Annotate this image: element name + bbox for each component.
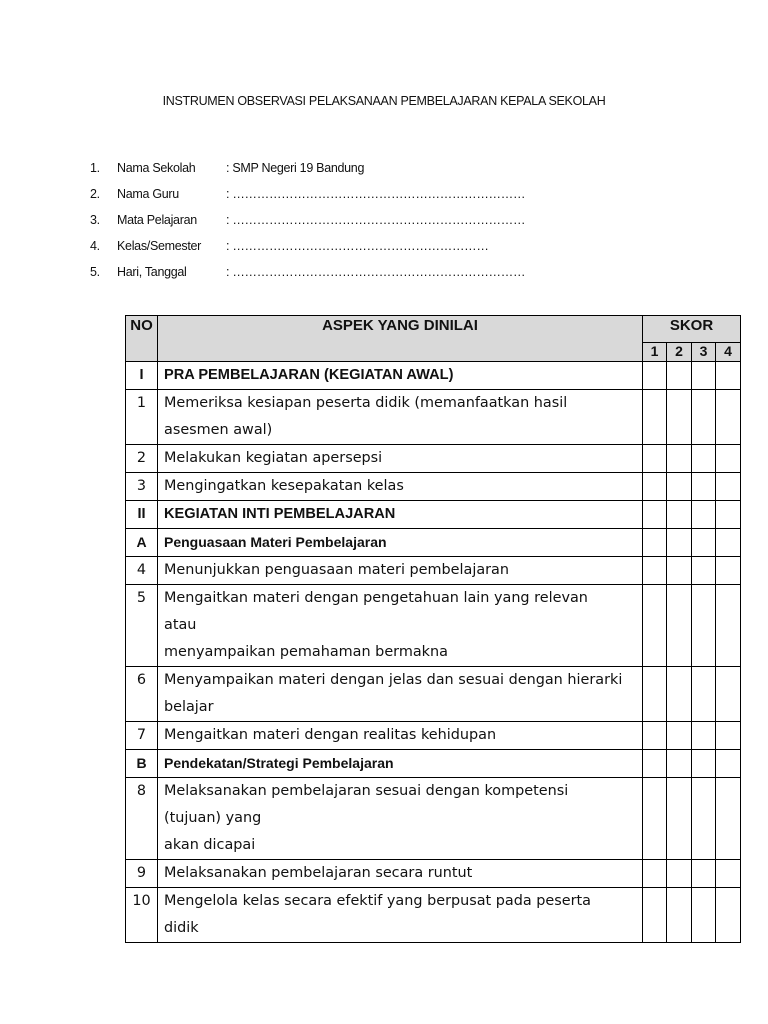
aspect-line: Melakukan kegiatan apersepsi xyxy=(164,450,383,466)
score-cell-1[interactable] xyxy=(643,362,667,390)
field-value: : ……………………………………………………… xyxy=(226,239,489,253)
field-value: : ……………………………………………………………… xyxy=(226,265,526,279)
table-row xyxy=(126,445,741,473)
item-number: 2. xyxy=(90,187,100,201)
score-cell-2[interactable] xyxy=(667,473,692,501)
aspect-line: asesmen awal) xyxy=(164,422,273,438)
item-number: 5. xyxy=(90,265,100,279)
row-number: B xyxy=(126,750,158,778)
row-number: A xyxy=(126,529,158,557)
aspect-line: (tujuan) yang xyxy=(164,810,262,826)
row-number: 9 xyxy=(126,860,158,888)
score-cell-2[interactable] xyxy=(667,501,692,529)
score-cell-2[interactable] xyxy=(667,722,692,750)
header-skor: SKOR xyxy=(643,316,741,343)
score-cell-3[interactable] xyxy=(692,362,716,390)
score-cell-1[interactable] xyxy=(643,778,667,860)
aspect-line: belajar xyxy=(164,699,214,715)
aspect-line: akan dicapai xyxy=(164,837,256,853)
aspect-line: didik xyxy=(164,920,199,936)
score-cell-1[interactable] xyxy=(643,722,667,750)
score-cell-3[interactable] xyxy=(692,390,716,445)
score-cell-1[interactable] xyxy=(643,445,667,473)
score-cell-4[interactable] xyxy=(716,501,741,529)
score-cell-4[interactable] xyxy=(716,778,741,860)
subsection-row xyxy=(126,529,741,557)
score-cell-2[interactable] xyxy=(667,445,692,473)
score-cell-4[interactable] xyxy=(716,585,741,667)
score-cell-1[interactable] xyxy=(643,667,667,722)
score-cell-4[interactable] xyxy=(716,390,741,445)
score-cell-4[interactable] xyxy=(716,722,741,750)
aspect-line: KEGIATAN INTI PEMBELAJARAN xyxy=(164,506,396,522)
row-number: 3 xyxy=(126,473,158,501)
score-cell-4[interactable] xyxy=(716,667,741,722)
row-number: 4 xyxy=(126,557,158,585)
aspect-text xyxy=(158,860,643,888)
row-number: II xyxy=(126,501,158,529)
aspect-text xyxy=(158,557,643,585)
item-number: 4. xyxy=(90,239,100,253)
row-number: I xyxy=(126,362,158,390)
aspect-text xyxy=(158,445,643,473)
score-cell-4[interactable] xyxy=(716,473,741,501)
score-cell-3[interactable] xyxy=(692,860,716,888)
field-value: : ……………………………………………………………… xyxy=(226,213,526,227)
field-label: Kelas/Semester xyxy=(117,239,202,253)
score-cell-4[interactable] xyxy=(716,888,741,943)
score-cell-1[interactable] xyxy=(643,585,667,667)
header-score-2: 2 xyxy=(667,343,692,362)
score-cell-2[interactable] xyxy=(667,750,692,778)
score-cell-1[interactable] xyxy=(643,390,667,445)
score-cell-1[interactable] xyxy=(643,860,667,888)
score-cell-4[interactable] xyxy=(716,362,741,390)
document-title: INSTRUMEN OBSERVASI PELAKSANAAN PEMBELAJARAN KEPALA SEKOLAH xyxy=(162,94,606,108)
table-row xyxy=(126,778,741,860)
aspect-line: Mengingatkan kesepakatan kelas xyxy=(164,478,404,494)
row-number: 8 xyxy=(126,778,158,860)
aspect-line: Melaksanakan pembelajaran sesuai dengan kompetensi xyxy=(164,783,569,799)
table-row xyxy=(126,888,741,943)
row-number: 10 xyxy=(126,888,158,943)
aspect-line: Menyampaikan materi dengan jelas dan sesuai dengan hierarki xyxy=(164,672,623,688)
score-cell-1[interactable] xyxy=(643,888,667,943)
score-cell-2[interactable] xyxy=(667,585,692,667)
row-number: 2 xyxy=(126,445,158,473)
score-cell-3[interactable] xyxy=(692,501,716,529)
aspect-text xyxy=(158,750,643,778)
score-cell-4[interactable] xyxy=(716,860,741,888)
aspect-line: Mengaitkan materi dengan pengetahuan lain yang relevan xyxy=(164,590,588,606)
score-cell-3[interactable] xyxy=(692,557,716,585)
score-cell-1[interactable] xyxy=(643,529,667,557)
item-number: 3. xyxy=(90,213,100,227)
field-label: Hari, Tanggal xyxy=(117,265,187,279)
header-no: NO xyxy=(126,316,158,362)
section-row xyxy=(126,362,741,390)
score-cell-4[interactable] xyxy=(716,750,741,778)
score-cell-3[interactable] xyxy=(692,888,716,943)
score-cell-3[interactable] xyxy=(692,473,716,501)
field-label: Nama Guru xyxy=(117,187,179,201)
row-number: 5 xyxy=(126,585,158,667)
score-cell-2[interactable] xyxy=(667,860,692,888)
table-row xyxy=(126,585,741,667)
score-cell-2[interactable] xyxy=(667,888,692,943)
subsection-row xyxy=(126,750,741,778)
score-cell-4[interactable] xyxy=(716,557,741,585)
field-value: : SMP Negeri 19 Bandung xyxy=(226,161,365,175)
aspect-line: Pendekatan/Strategi Pembelajaran xyxy=(164,755,394,771)
table-row xyxy=(126,473,741,501)
field-label: Mata Pelajaran xyxy=(117,213,197,227)
aspect-line: Menunjukkan penguasaan materi pembelajaran xyxy=(164,562,509,578)
table-row xyxy=(126,722,741,750)
aspect-line: Melaksanakan pembelajaran secara runtut xyxy=(164,865,473,881)
aspect-line: Penguasaan Materi Pembelajaran xyxy=(164,534,387,550)
aspect-line: atau xyxy=(164,617,197,633)
score-cell-2[interactable] xyxy=(667,529,692,557)
table-row xyxy=(126,390,741,445)
aspect-text xyxy=(158,667,643,722)
aspect-text xyxy=(158,529,643,557)
header-score-3: 3 xyxy=(692,343,716,362)
section-row xyxy=(126,501,741,529)
score-cell-1[interactable] xyxy=(643,750,667,778)
aspect-text xyxy=(158,778,643,860)
score-cell-3[interactable] xyxy=(692,778,716,860)
aspect-text xyxy=(158,473,643,501)
aspect-text xyxy=(158,390,643,445)
score-cell-3[interactable] xyxy=(692,529,716,557)
aspect-text xyxy=(158,501,643,529)
table-row xyxy=(126,667,741,722)
item-number: 1. xyxy=(90,161,100,175)
aspect-line: Memeriksa kesiapan peserta didik (memanfaatkan hasil xyxy=(164,395,568,411)
score-cell-3[interactable] xyxy=(692,667,716,722)
table-body xyxy=(126,362,741,943)
score-cell-3[interactable] xyxy=(692,585,716,667)
score-cell-3[interactable] xyxy=(692,722,716,750)
row-number: 6 xyxy=(126,667,158,722)
score-cell-2[interactable] xyxy=(667,362,692,390)
aspect-line: Mengelola kelas secara efektif yang berpusat pada peserta xyxy=(164,893,591,909)
table-row xyxy=(126,557,741,585)
header-aspek: ASPEK YANG DINILAI xyxy=(158,316,643,362)
field-label: Nama Sekolah xyxy=(117,161,196,175)
header-score-4: 4 xyxy=(716,343,741,362)
score-cell-4[interactable] xyxy=(716,529,741,557)
score-cell-2[interactable] xyxy=(667,667,692,722)
field-value: : ……………………………………………………………… xyxy=(226,187,526,201)
aspect-line: menyampaikan pemahaman bermakna xyxy=(164,644,448,660)
score-cell-3[interactable] xyxy=(692,445,716,473)
score-cell-1[interactable] xyxy=(643,473,667,501)
aspect-text xyxy=(158,585,643,667)
score-cell-2[interactable] xyxy=(667,390,692,445)
score-cell-4[interactable] xyxy=(716,445,741,473)
table-row xyxy=(126,860,741,888)
aspect-line: Mengaitkan materi dengan realitas kehidupan xyxy=(164,727,497,743)
header-score-1: 1 xyxy=(643,343,667,362)
score-cell-1[interactable] xyxy=(643,557,667,585)
aspect-text xyxy=(158,888,643,943)
row-number: 7 xyxy=(126,722,158,750)
score-cell-2[interactable] xyxy=(667,557,692,585)
aspect-text xyxy=(158,362,643,390)
aspect-text xyxy=(158,722,643,750)
observation-table xyxy=(125,315,741,943)
score-cell-1[interactable] xyxy=(643,501,667,529)
row-number: 1 xyxy=(126,390,158,445)
score-cell-3[interactable] xyxy=(692,750,716,778)
aspect-line: PRA PEMBELAJARAN (KEGIATAN AWAL) xyxy=(164,367,454,383)
score-cell-2[interactable] xyxy=(667,778,692,860)
